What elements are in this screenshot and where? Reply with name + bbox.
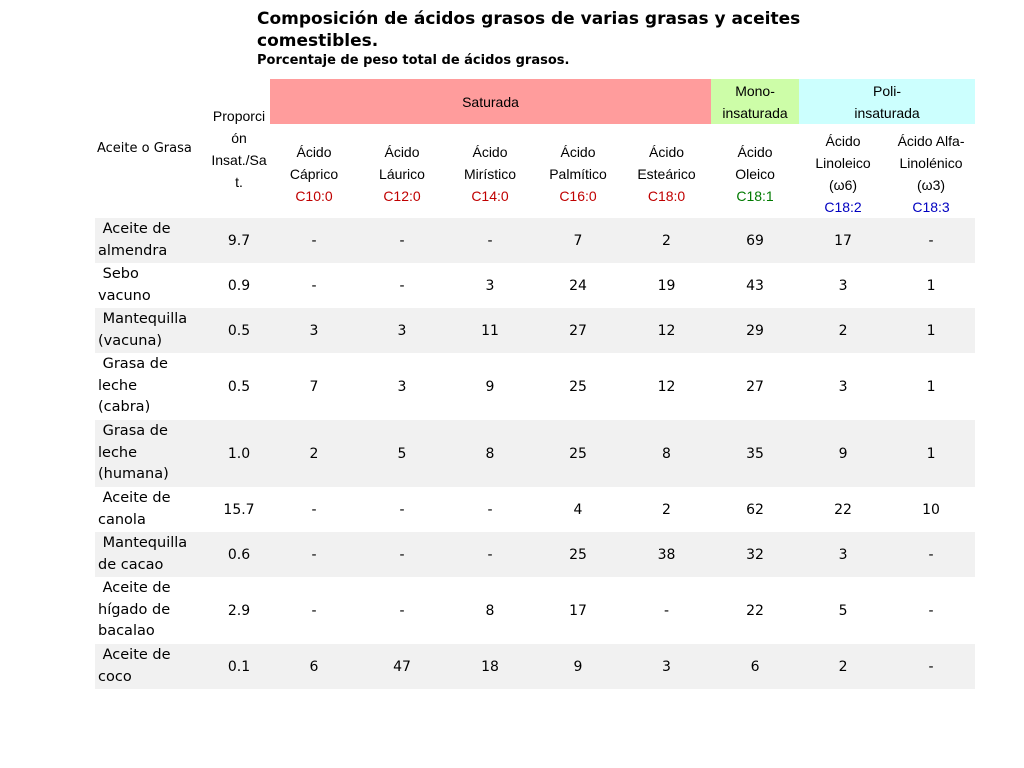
value-cell: - bbox=[358, 263, 446, 308]
value-cell: 69 bbox=[711, 218, 799, 263]
header-group-poly bbox=[799, 79, 975, 124]
value-cell: 18 bbox=[446, 644, 534, 689]
header-ratio bbox=[208, 79, 270, 218]
acid-code: C18:2 bbox=[824, 199, 862, 215]
acid-name-line: Ácido bbox=[649, 144, 685, 160]
value-cell: - bbox=[358, 218, 446, 263]
oil-name-cell bbox=[95, 532, 208, 577]
value-cell: 1 bbox=[887, 263, 975, 308]
value-cell: 4 bbox=[534, 487, 622, 532]
acid-name-line: Ácido bbox=[737, 144, 773, 160]
value-cell: 25 bbox=[534, 420, 622, 487]
table-body bbox=[95, 218, 975, 689]
value-cell: - bbox=[446, 487, 534, 532]
value-cell: 9 bbox=[446, 353, 534, 420]
table-row bbox=[95, 644, 975, 689]
value-cell: - bbox=[270, 532, 358, 577]
value-cell: 47 bbox=[358, 644, 446, 689]
value-cell: - bbox=[270, 263, 358, 308]
value-cell: - bbox=[887, 644, 975, 689]
oil-name-line: Grasa de bbox=[98, 423, 168, 440]
acid-name-line: Ácido bbox=[560, 144, 596, 160]
value-cell: 3 bbox=[270, 308, 358, 353]
oil-name-line: Mantequilla bbox=[98, 535, 188, 551]
value-cell: 43 bbox=[711, 263, 799, 308]
oil-name-line: (vacuna) bbox=[98, 332, 163, 349]
oil-name-line: Aceite de bbox=[98, 490, 171, 506]
value-cell: 7 bbox=[270, 353, 358, 420]
table-row bbox=[95, 353, 975, 420]
acid-name-line: Linoleico bbox=[815, 155, 871, 171]
value-cell: 2 bbox=[270, 420, 358, 487]
value-cell: 1 bbox=[887, 308, 975, 353]
header-acid-5 bbox=[711, 124, 799, 218]
acid-code: C18:3 bbox=[912, 199, 950, 215]
ratio-cell: 0.6 bbox=[208, 532, 270, 577]
value-cell: 3 bbox=[358, 308, 446, 353]
acid-code: C12:0 bbox=[383, 188, 421, 204]
title-line-2: comestibles. bbox=[257, 31, 379, 51]
value-cell: 3 bbox=[799, 532, 887, 577]
value-cell: - bbox=[270, 218, 358, 263]
acid-code: C16:0 bbox=[559, 188, 597, 204]
value-cell: - bbox=[358, 532, 446, 577]
header-ratio-line: t. bbox=[235, 173, 243, 190]
oil-name-cell bbox=[95, 218, 208, 263]
oil-name-line: Sebo bbox=[98, 266, 139, 282]
value-cell: 7 bbox=[534, 218, 622, 263]
header-acid-4 bbox=[622, 124, 711, 218]
header-group-mono-line: Mono- bbox=[735, 82, 775, 99]
ratio-cell: 1.0 bbox=[208, 420, 270, 487]
oil-name-line: vacuno bbox=[98, 287, 151, 304]
acid-name-line: Láurico bbox=[379, 166, 425, 182]
value-cell: 17 bbox=[534, 577, 622, 644]
acid-code: C14:0 bbox=[471, 188, 509, 204]
value-cell: 2 bbox=[799, 308, 887, 353]
value-cell: 35 bbox=[711, 420, 799, 487]
oil-name-line: Grasa de bbox=[98, 356, 168, 373]
value-cell: 3 bbox=[446, 263, 534, 308]
header-ratio-line: Proporci bbox=[212, 107, 266, 124]
ratio-cell: 0.5 bbox=[208, 353, 270, 420]
header-group-poly-line: Poli- bbox=[873, 82, 902, 99]
oil-name-line: leche bbox=[98, 444, 138, 461]
acid-name-line: Cáprico bbox=[289, 166, 339, 182]
acid-name-line: Ácido bbox=[296, 144, 332, 160]
value-cell: 1 bbox=[887, 420, 975, 487]
header-group-saturated: Saturada bbox=[270, 79, 711, 124]
value-cell: 2 bbox=[799, 644, 887, 689]
acid-name-line: Ácido bbox=[472, 144, 508, 160]
header-group-poly-line: insaturada bbox=[854, 104, 920, 121]
value-cell: - bbox=[446, 532, 534, 577]
oil-name-line: de cacao bbox=[98, 556, 164, 573]
ratio-cell: 0.1 bbox=[208, 644, 270, 689]
value-cell: 38 bbox=[622, 532, 711, 577]
acid-code: C18:1 bbox=[736, 188, 774, 204]
acid-name-line: (ω3) bbox=[917, 177, 946, 193]
acid-name-line: Mirístico bbox=[463, 166, 517, 182]
acid-name-line: Esteárico bbox=[637, 166, 696, 182]
value-cell: 29 bbox=[711, 308, 799, 353]
acid-name-line: Ácido bbox=[825, 133, 861, 149]
table-row bbox=[95, 532, 975, 577]
value-cell: 5 bbox=[799, 577, 887, 644]
oil-name-line: (humana) bbox=[98, 466, 169, 483]
value-cell: 62 bbox=[711, 487, 799, 532]
value-cell: 2 bbox=[622, 218, 711, 263]
value-cell: 25 bbox=[534, 532, 622, 577]
value-cell: 11 bbox=[446, 308, 534, 353]
value-cell: - bbox=[446, 218, 534, 263]
acid-name-line: (ω6) bbox=[829, 177, 858, 193]
ratio-cell: 15.7 bbox=[208, 487, 270, 532]
fatty-acid-table bbox=[95, 79, 975, 689]
oil-name-line: almendra bbox=[98, 242, 168, 259]
oil-name-line: hígado de bbox=[98, 601, 171, 618]
table-row bbox=[95, 420, 975, 487]
table-row bbox=[95, 577, 975, 644]
oil-name-cell bbox=[95, 577, 208, 644]
value-cell: 2 bbox=[622, 487, 711, 532]
acid-name-line: Palmítico bbox=[549, 166, 607, 182]
acid-code: C10:0 bbox=[295, 188, 333, 204]
oil-name-cell bbox=[95, 644, 208, 689]
value-cell: 6 bbox=[270, 644, 358, 689]
table-row bbox=[95, 487, 975, 532]
header-acid-2 bbox=[446, 124, 534, 218]
table-row bbox=[95, 308, 975, 353]
ratio-cell: 9.7 bbox=[208, 218, 270, 263]
header-acid-3 bbox=[534, 124, 622, 218]
title-line-1: Composición de ácidos grasos de varias grasas y aceites bbox=[257, 9, 801, 29]
oil-name-cell bbox=[95, 420, 208, 487]
value-cell: 24 bbox=[534, 263, 622, 308]
value-cell: 9 bbox=[534, 644, 622, 689]
value-cell: - bbox=[622, 577, 711, 644]
value-cell: - bbox=[887, 218, 975, 263]
oil-name-line: Mantequilla bbox=[98, 311, 188, 327]
value-cell: - bbox=[358, 577, 446, 644]
oil-name-line: Aceite de bbox=[98, 580, 171, 597]
ratio-cell: 0.9 bbox=[208, 263, 270, 308]
oil-name-line: leche bbox=[98, 377, 138, 394]
oil-name-line: canola bbox=[98, 511, 146, 528]
value-cell: 22 bbox=[711, 577, 799, 644]
value-cell: 22 bbox=[799, 487, 887, 532]
value-cell: 17 bbox=[799, 218, 887, 263]
value-cell: 3 bbox=[799, 353, 887, 420]
acid-name-line: Linolénico bbox=[899, 155, 963, 171]
page-subtitle: Porcentaje de peso total de ácidos grasos. bbox=[257, 53, 570, 68]
value-cell: 5 bbox=[358, 420, 446, 487]
value-cell: 6 bbox=[711, 644, 799, 689]
value-cell: 8 bbox=[622, 420, 711, 487]
oil-name-line: coco bbox=[98, 668, 132, 685]
table-row bbox=[95, 218, 975, 263]
value-cell: - bbox=[887, 577, 975, 644]
value-cell: 32 bbox=[711, 532, 799, 577]
acid-name-line: Ácido Alfa- bbox=[897, 133, 965, 149]
header-group-mono bbox=[711, 79, 799, 124]
page-title bbox=[257, 8, 977, 52]
acid-name-line: Oleico bbox=[735, 166, 775, 182]
header-acid-0 bbox=[270, 124, 358, 218]
value-cell: 8 bbox=[446, 420, 534, 487]
acid-code: C18:0 bbox=[647, 188, 686, 204]
header-ratio-line: Insat./Sa bbox=[211, 151, 267, 168]
header-ratio-line: ón bbox=[231, 129, 247, 146]
value-cell: 9 bbox=[799, 420, 887, 487]
value-cell: 27 bbox=[534, 308, 622, 353]
table-header bbox=[95, 79, 975, 218]
header-acid-1 bbox=[358, 124, 446, 218]
header-acid-7 bbox=[887, 124, 975, 218]
oil-name-line: (cabra) bbox=[98, 399, 151, 416]
oil-name-line: Aceite de bbox=[98, 647, 171, 663]
value-cell: 10 bbox=[887, 487, 975, 532]
value-cell: 1 bbox=[887, 353, 975, 420]
value-cell: 8 bbox=[446, 577, 534, 644]
acid-name-line: Ácido bbox=[384, 144, 420, 160]
title-block bbox=[257, 8, 977, 69]
value-cell: 25 bbox=[534, 353, 622, 420]
table-row bbox=[95, 263, 975, 308]
header-oil-name: Aceite o Grasa bbox=[97, 141, 192, 156]
ratio-cell: 2.9 bbox=[208, 577, 270, 644]
oil-name-cell bbox=[95, 353, 208, 420]
value-cell: 27 bbox=[711, 353, 799, 420]
oil-name-cell bbox=[95, 487, 208, 532]
value-cell: - bbox=[887, 532, 975, 577]
value-cell: 12 bbox=[622, 308, 711, 353]
value-cell: 19 bbox=[622, 263, 711, 308]
oil-name-cell bbox=[95, 308, 208, 353]
value-cell: - bbox=[270, 577, 358, 644]
header-acid-6 bbox=[799, 124, 887, 218]
header-group-mono-line: insaturada bbox=[722, 104, 788, 121]
value-cell: - bbox=[270, 487, 358, 532]
oil-name-line: Aceite de bbox=[98, 221, 171, 237]
value-cell: 3 bbox=[622, 644, 711, 689]
value-cell: 3 bbox=[358, 353, 446, 420]
oil-name-cell bbox=[95, 263, 208, 308]
oil-name-line: bacalao bbox=[98, 623, 155, 640]
value-cell: 12 bbox=[622, 353, 711, 420]
value-cell: 3 bbox=[799, 263, 887, 308]
value-cell: - bbox=[358, 487, 446, 532]
ratio-cell: 0.5 bbox=[208, 308, 270, 353]
